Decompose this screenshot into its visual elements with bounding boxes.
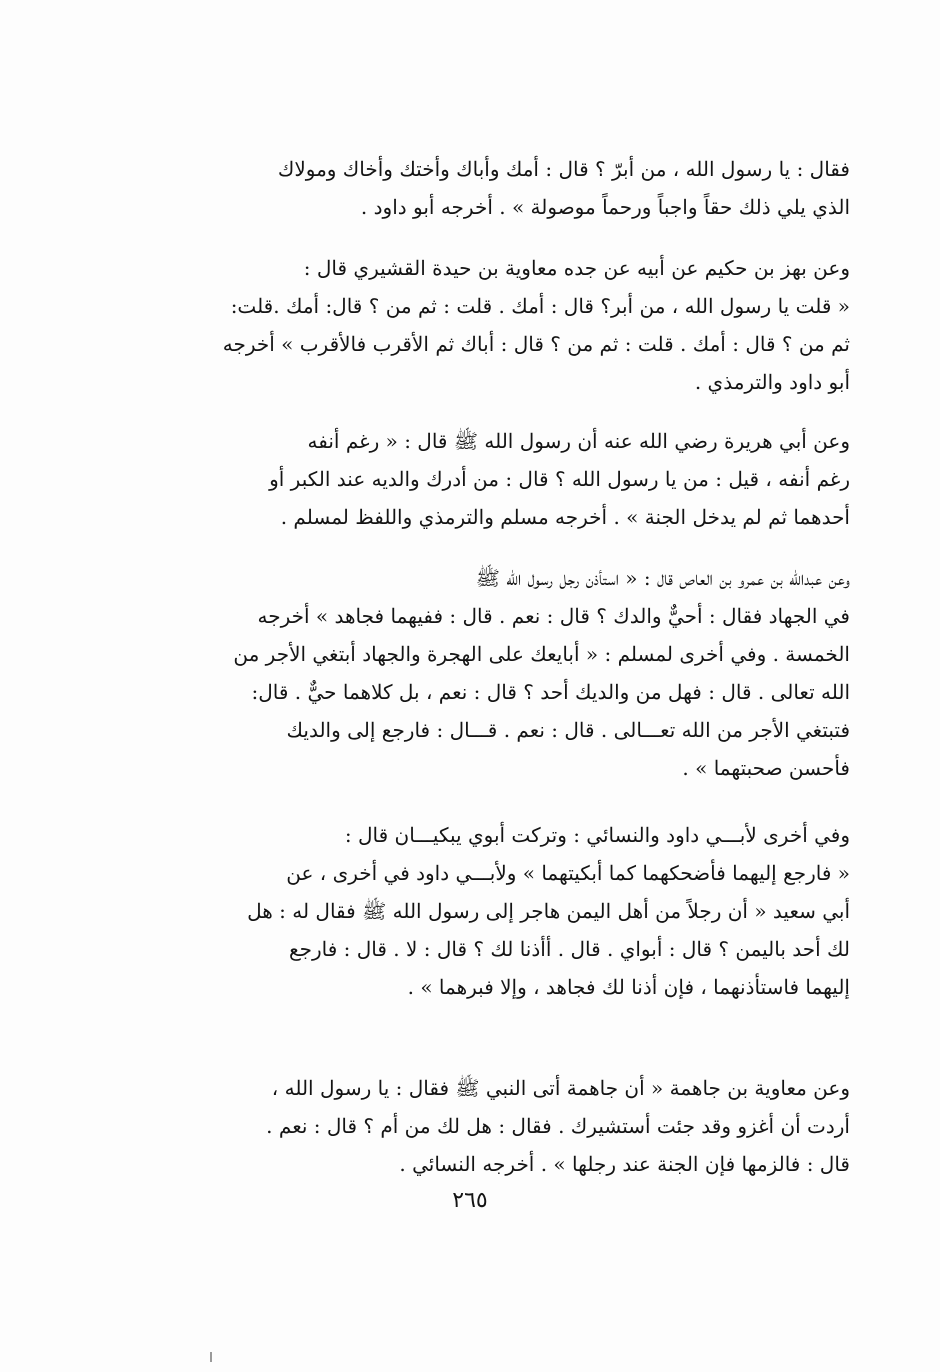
text-line: لك أحد باليمن ؟ قال : أبواي . قال . أأذنا لك ؟ قال : لا . قال : فارجع [288, 937, 850, 961]
paragraph [160, 150, 850, 226]
text-line: الخمسة . وفي أخرى لمسلم : « أبايعك على الهجرة والجهاد أبتغي الأجر من [233, 642, 850, 666]
paragraph [160, 1069, 850, 1183]
text-line: أبي سعيد « أن رجلاً من أهل اليمن هاجر إلى رسول الله ﷺ فقال له : هل [247, 899, 850, 923]
text-line: إليهما فاستأذنهما ، فإن أذنا لك فجاهد ، وإلا فبرهما » . [407, 975, 850, 999]
paragraph [160, 559, 850, 787]
scan-speck [210, 1352, 212, 1362]
text-line: فقال : يا رسول الله ، من أبرّ ؟ قال : أمك وأباك وأختك وأخاك ومولاك [277, 157, 850, 181]
text-line: « قلت يا رسول الله ، من أبر؟ قال : أمك . قلت : ثم من ؟ قال: أمك .قلت: [230, 294, 850, 318]
text-line: « فارجع إليهما فأضحكهما كما أبكيتهما » ولأبـــي داود في أخرى ، عن [286, 861, 850, 885]
text-line: فأحسن صحبتهما » . [682, 756, 850, 780]
text-line: الذي يلي ذلك حقاً واجباً ورحماً موصولة » . أخرجه أبو داود . [360, 195, 850, 219]
page-number: ٢٦٥ [452, 1188, 488, 1213]
paragraph [160, 422, 850, 536]
text-line: وفي أخرى لأبـــي داود والنسائي : وتركت أبوي يبكيـــان قال : [344, 823, 850, 847]
text-line: رغم أنفه ، قيل : من يا رسول الله ؟ قال : من أدرك والديه عند الكبر أو [269, 467, 850, 491]
text-line: أبو داود والترمذي . [694, 370, 850, 394]
text-line: وعن أبي هريرة رضي الله عنه أن رسول الله ﷺ قال : « رغم أنفه [307, 429, 850, 453]
text-line: وعن بهز بن حكيم عن أبيه عن جده معاوية بن حيدة القشيري قال : [303, 256, 850, 280]
paragraph [160, 249, 850, 401]
paragraph [160, 816, 850, 1006]
text-line: أردت أن أغزو وقد جئت أستشيرك . فقال : هل لك من أم ؟ قال : نعم . [266, 1114, 850, 1138]
text-line: قال : فالزمها فإن الجنة عند رجلها » . أخرجه النسائي . [399, 1152, 850, 1176]
text-line: وعن معاوية بن جاهمة « أن جاهمة أتى النبي ﷺ فقال : يا رسول الله ، [271, 1076, 850, 1100]
text-line: فتبتغي الأجر من الله تعـــالى . قال : نعم . قـــال : فارجع إلى والديك [286, 718, 850, 742]
text-line: ثم من ؟ قال : أمك . قلت : ثم من ؟ قال : أباك ثم الأقرب فالأقرب » أخرجه [222, 332, 850, 356]
text-line: أحدهما ثم لم يدخل الجنة » . أخرجه مسلم والترمذي واللفظ لمسلم . [280, 505, 850, 529]
text-line: وعن عبدالله بن عمرو بن العاص قال : « استأذن رجل رسول الله ﷺ [475, 566, 850, 590]
text-line: الله تعالى . قال : فهل من والديك أحد ؟ قال : نعم ، بل كلاهما حيٌّ . قال: [251, 680, 850, 704]
text-line: في الجهاد فقال : أحيٌّ والدك ؟ قال : نعم . قال : ففيهما فجاهد » أخرجه [257, 604, 850, 628]
